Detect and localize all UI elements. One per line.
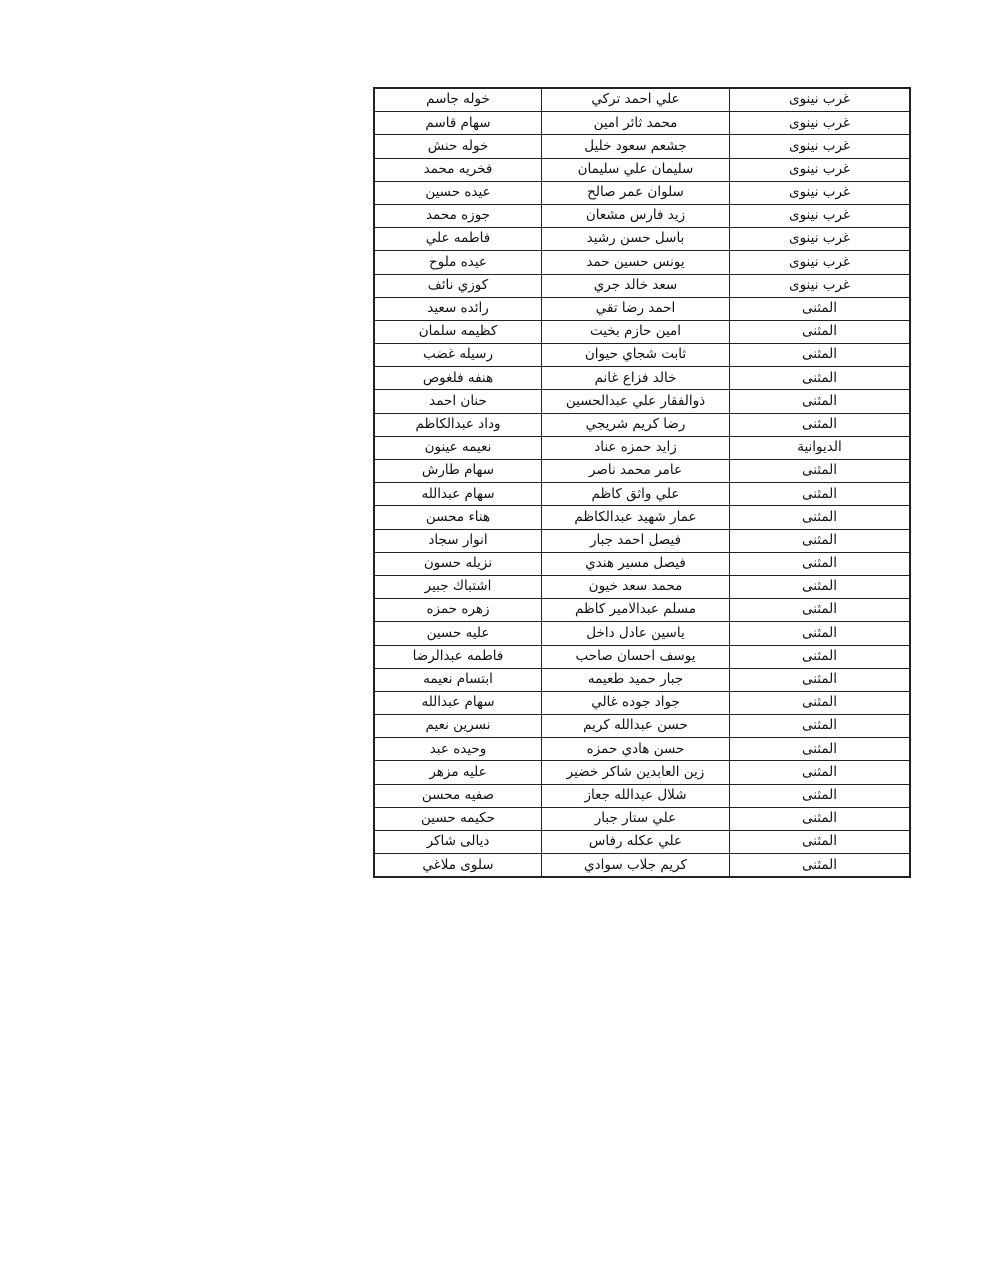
full-name-cell: محمد سعد خيون <box>542 575 730 598</box>
mother-name-cell: حكيمه حسين <box>374 807 542 830</box>
table-row <box>374 390 910 413</box>
table-row <box>374 112 910 135</box>
table-row <box>374 645 910 668</box>
full-name-cell: ذوالفقار علي عبدالحسين <box>542 390 730 413</box>
table-row <box>374 529 910 552</box>
mother-name-cell: سهام عبدالله <box>374 691 542 714</box>
table-row <box>374 228 910 251</box>
mother-name-cell: عيده حسين <box>374 181 542 204</box>
mother-name-cell: عليه مزهر <box>374 761 542 784</box>
region-cell: المثنى <box>730 761 911 784</box>
region-cell: غرب نينوى <box>730 274 911 297</box>
table-row <box>374 552 910 575</box>
mother-name-cell: نعيمه عينون <box>374 436 542 459</box>
table-row <box>374 344 910 367</box>
region-cell: المثنى <box>730 297 911 320</box>
mother-name-cell: نسرين نعيم <box>374 715 542 738</box>
table-row <box>374 807 910 830</box>
mother-name-cell: فخريه محمد <box>374 158 542 181</box>
mother-name-cell: سلوى ملاغي <box>374 854 542 878</box>
mother-name-cell: صفيه محسن <box>374 784 542 807</box>
full-name-cell: فيصل مسير هندي <box>542 552 730 575</box>
mother-name-cell: كوزي نائف <box>374 274 542 297</box>
full-name-cell: علي واثق كاظم <box>542 483 730 506</box>
table-row <box>374 88 910 112</box>
full-name-cell: احمد رضا تقي <box>542 297 730 320</box>
table-row <box>374 831 910 854</box>
names-table <box>373 87 911 878</box>
full-name-cell: علي ستار جبار <box>542 807 730 830</box>
table-row <box>374 715 910 738</box>
region-cell: المثنى <box>730 390 911 413</box>
region-cell: المثنى <box>730 367 911 390</box>
full-name-cell: ثابت شجاي حيوان <box>542 344 730 367</box>
mother-name-cell: هناء محسن <box>374 506 542 529</box>
full-name-cell: يونس حسين حمد <box>542 251 730 274</box>
full-name-cell: سلوان عمر صالح <box>542 181 730 204</box>
names-table-body <box>374 88 910 877</box>
full-name-cell: جواد جوده غالي <box>542 691 730 714</box>
region-cell: غرب نينوى <box>730 181 911 204</box>
full-name-cell: زيد فارس مشعان <box>542 204 730 227</box>
full-name-cell: يوسف احسان صاحب <box>542 645 730 668</box>
table-row <box>374 413 910 436</box>
table-row <box>374 599 910 622</box>
region-cell: المثنى <box>730 460 911 483</box>
full-name-cell: باسل حسن رشيد <box>542 228 730 251</box>
region-cell: المثنى <box>730 529 911 552</box>
full-name-cell: علي احمد تركي <box>542 88 730 112</box>
mother-name-cell: كظيمه سلمان <box>374 320 542 343</box>
table-row <box>374 158 910 181</box>
full-name-cell: عامر محمد ناصر <box>542 460 730 483</box>
region-cell: المثنى <box>730 807 911 830</box>
region-cell: المثنى <box>730 483 911 506</box>
region-cell: المثنى <box>730 831 911 854</box>
table-row <box>374 181 910 204</box>
mother-name-cell: خوله جاسم <box>374 88 542 112</box>
mother-name-cell: نزيله حسون <box>374 552 542 575</box>
mother-name-cell: فاطمه علي <box>374 228 542 251</box>
mother-name-cell: وحيده عبد <box>374 738 542 761</box>
mother-name-cell: وداد عبدالكاظم <box>374 413 542 436</box>
mother-name-cell: حنان احمد <box>374 390 542 413</box>
full-name-cell: ياسين عادل داخل <box>542 622 730 645</box>
region-cell: المثنى <box>730 344 911 367</box>
region-cell: غرب نينوى <box>730 204 911 227</box>
region-cell: المثنى <box>730 854 911 878</box>
region-cell: غرب نينوى <box>730 88 911 112</box>
region-cell: غرب نينوى <box>730 228 911 251</box>
region-cell: غرب نينوى <box>730 158 911 181</box>
mother-name-cell: عليه حسين <box>374 622 542 645</box>
region-cell: المثنى <box>730 645 911 668</box>
full-name-cell: خالد فزاع غانم <box>542 367 730 390</box>
names-table-container <box>373 87 907 878</box>
mother-name-cell: رسيله غضب <box>374 344 542 367</box>
mother-name-cell: هنفه فلغوص <box>374 367 542 390</box>
table-row <box>374 668 910 691</box>
table-row <box>374 784 910 807</box>
region-cell: غرب نينوى <box>730 251 911 274</box>
full-name-cell: جشعم سعود خليل <box>542 135 730 158</box>
table-row <box>374 738 910 761</box>
table-row <box>374 691 910 714</box>
table-row <box>374 622 910 645</box>
table-row <box>374 460 910 483</box>
table-row <box>374 854 910 878</box>
mother-name-cell: خوله حنش <box>374 135 542 158</box>
full-name-cell: كريم جلاب سوادي <box>542 854 730 878</box>
table-row <box>374 367 910 390</box>
table-row <box>374 761 910 784</box>
region-cell: المثنى <box>730 715 911 738</box>
full-name-cell: مسلم عبدالامير كاظم <box>542 599 730 622</box>
full-name-cell: حسن عبدالله كريم <box>542 715 730 738</box>
full-name-cell: محمد ثائر امين <box>542 112 730 135</box>
table-row <box>374 320 910 343</box>
region-cell: غرب نينوى <box>730 135 911 158</box>
mother-name-cell: سهام طارش <box>374 460 542 483</box>
full-name-cell: عمار شهيد عبدالكاظم <box>542 506 730 529</box>
mother-name-cell: انوار سجاد <box>374 529 542 552</box>
region-cell: المثنى <box>730 691 911 714</box>
region-cell: غرب نينوى <box>730 112 911 135</box>
table-row <box>374 251 910 274</box>
mother-name-cell: ابتسام نعيمه <box>374 668 542 691</box>
mother-name-cell: سهام قاسم <box>374 112 542 135</box>
full-name-cell: امين حازم بخيت <box>542 320 730 343</box>
region-cell: المثنى <box>730 784 911 807</box>
region-cell: المثنى <box>730 668 911 691</box>
full-name-cell: رضا كريم شريجي <box>542 413 730 436</box>
mother-name-cell: رائده سعيد <box>374 297 542 320</box>
region-cell: المثنى <box>730 575 911 598</box>
region-cell: المثنى <box>730 599 911 622</box>
full-name-cell: زين العابدين شاكر خضير <box>542 761 730 784</box>
full-name-cell: فيصل احمد جبار <box>542 529 730 552</box>
mother-name-cell: اشتباك جبير <box>374 575 542 598</box>
region-cell: المثنى <box>730 320 911 343</box>
table-row <box>374 506 910 529</box>
region-cell: الديوانية <box>730 436 911 459</box>
mother-name-cell: فاطمه عبدالرضا <box>374 645 542 668</box>
table-row <box>374 274 910 297</box>
full-name-cell: علي عكله رفاس <box>542 831 730 854</box>
full-name-cell: جبار حميد طعيمه <box>542 668 730 691</box>
table-row <box>374 204 910 227</box>
full-name-cell: حسن هادي حمزه <box>542 738 730 761</box>
full-name-cell: سعد خالد جري <box>542 274 730 297</box>
region-cell: المثنى <box>730 622 911 645</box>
mother-name-cell: عيده ملوح <box>374 251 542 274</box>
region-cell: المثنى <box>730 738 911 761</box>
full-name-cell: سليمان علي سليمان <box>542 158 730 181</box>
mother-name-cell: جوزه محمد <box>374 204 542 227</box>
table-row <box>374 436 910 459</box>
mother-name-cell: ديالى شاكر <box>374 831 542 854</box>
table-row <box>374 297 910 320</box>
table-row <box>374 483 910 506</box>
mother-name-cell: سهام عبدالله <box>374 483 542 506</box>
region-cell: المثنى <box>730 552 911 575</box>
mother-name-cell: زهره حمزه <box>374 599 542 622</box>
table-row <box>374 135 910 158</box>
region-cell: المثنى <box>730 506 911 529</box>
table-row <box>374 575 910 598</box>
full-name-cell: شلال عبدالله جعاز <box>542 784 730 807</box>
region-cell: المثنى <box>730 413 911 436</box>
full-name-cell: زايد حمزه عناد <box>542 436 730 459</box>
